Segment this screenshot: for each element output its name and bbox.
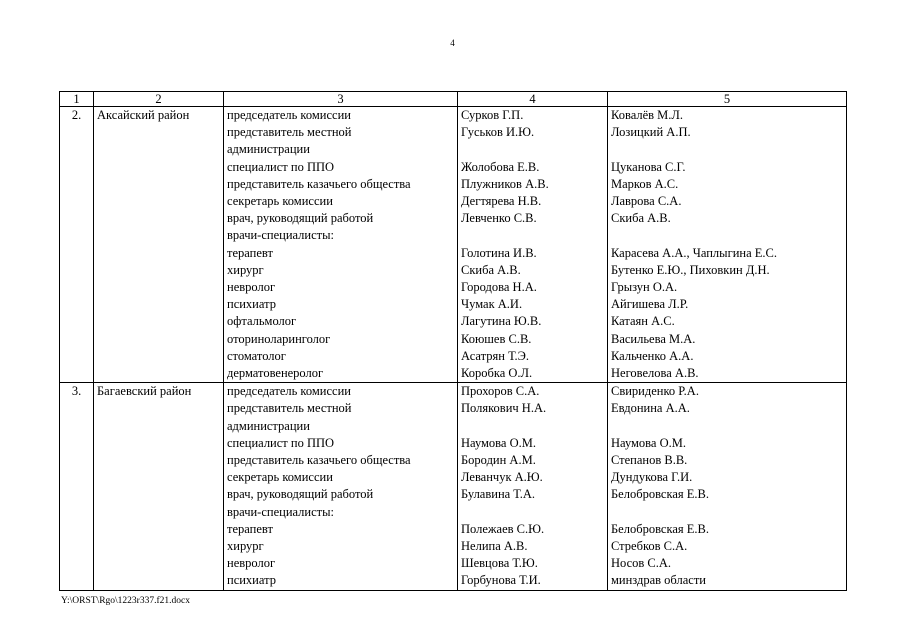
deputy-cell: Карасева А.А., Чаплыгина Е.С.: [608, 245, 847, 262]
table-row: [60, 555, 847, 572]
district-cell: [94, 210, 224, 227]
role-cell: представитель местной: [224, 124, 458, 141]
deputy-cell: Белобровская Е.В.: [608, 521, 847, 538]
table-row: [60, 572, 847, 590]
district-cell: [94, 521, 224, 538]
member-cell: Асатрян Т.Э.: [458, 348, 608, 365]
district-cell: [94, 176, 224, 193]
district-cell: [94, 348, 224, 365]
deputy-cell: минздрав области: [608, 572, 847, 590]
deputy-cell: Цуканова С.Г.: [608, 159, 847, 176]
role-cell: председатель комиссии: [224, 383, 458, 401]
district-cell: [94, 159, 224, 176]
role-cell: хирург: [224, 538, 458, 555]
deputy-cell: Грызун О.А.: [608, 279, 847, 296]
row-number-cell: 3.: [60, 383, 94, 401]
table-row: [60, 210, 847, 227]
deputy-cell: Степанов В.В.: [608, 452, 847, 469]
row-number-cell: [60, 400, 94, 417]
district-cell: [94, 331, 224, 348]
role-cell: психиатр: [224, 296, 458, 313]
member-cell: Горбунова Т.И.: [458, 572, 608, 590]
role-cell: представитель казачьего общества: [224, 176, 458, 193]
role-cell: врачи-специалисты:: [224, 504, 458, 521]
deputy-cell: [608, 504, 847, 521]
table-row: [60, 452, 847, 469]
row-number-cell: [60, 210, 94, 227]
member-cell: Жолобова Е.В.: [458, 159, 608, 176]
row-number-cell: 2.: [60, 107, 94, 125]
table-row: [60, 486, 847, 503]
district-cell: [94, 504, 224, 521]
member-cell: Сурков Г.П.: [458, 107, 608, 125]
role-cell: секретарь комиссии: [224, 469, 458, 486]
row-number-cell: [60, 296, 94, 313]
row-number-cell: [60, 521, 94, 538]
member-cell: Полежаев С.Ю.: [458, 521, 608, 538]
table-row: [60, 262, 847, 279]
district-cell: [94, 365, 224, 383]
row-number-cell: [60, 193, 94, 210]
row-number-cell: [60, 279, 94, 296]
column-header: 1: [60, 92, 94, 107]
deputy-cell: Скиба А.В.: [608, 210, 847, 227]
member-cell: Дегтярева Н.В.: [458, 193, 608, 210]
commission-table: [59, 91, 847, 591]
district-cell: [94, 469, 224, 486]
district-cell: [94, 400, 224, 417]
table-row: [60, 313, 847, 330]
role-cell: представитель местной: [224, 400, 458, 417]
member-cell: Чумак А.И.: [458, 296, 608, 313]
member-cell: Булавина Т.А.: [458, 486, 608, 503]
column-header: 3: [224, 92, 458, 107]
table-row: [60, 227, 847, 244]
table-row: [60, 365, 847, 383]
deputy-cell: Васильева М.А.: [608, 331, 847, 348]
district-cell: [94, 572, 224, 590]
deputy-cell: Свириденко Р.А.: [608, 383, 847, 401]
deputy-cell: Марков А.С.: [608, 176, 847, 193]
member-cell: Гуськов И.Ю.: [458, 124, 608, 141]
role-cell: секретарь комиссии: [224, 193, 458, 210]
deputy-cell: Айгишева Л.Р.: [608, 296, 847, 313]
role-cell: невролог: [224, 555, 458, 572]
row-number-cell: [60, 313, 94, 330]
member-cell: Коюшев С.В.: [458, 331, 608, 348]
deputy-cell: Наумова О.М.: [608, 435, 847, 452]
role-cell: специалист по ППО: [224, 435, 458, 452]
member-cell: Городова Н.А.: [458, 279, 608, 296]
member-cell: Наумова О.М.: [458, 435, 608, 452]
role-cell: председатель комиссии: [224, 107, 458, 125]
deputy-cell: Белобровская Е.В.: [608, 486, 847, 503]
row-number-cell: [60, 555, 94, 572]
member-cell: Леванчук А.Ю.: [458, 469, 608, 486]
member-cell: Левченко С.В.: [458, 210, 608, 227]
table-row: [60, 538, 847, 555]
district-cell: [94, 296, 224, 313]
row-number-cell: [60, 124, 94, 141]
row-number-cell: [60, 245, 94, 262]
member-cell: Плужников А.В.: [458, 176, 608, 193]
row-number-cell: [60, 348, 94, 365]
row-number-cell: [60, 176, 94, 193]
column-header: 4: [458, 92, 608, 107]
table-row: [60, 400, 847, 417]
table-row: [60, 331, 847, 348]
member-cell: [458, 227, 608, 244]
role-cell: психиатр: [224, 572, 458, 590]
district-cell: [94, 279, 224, 296]
table-row: [60, 383, 847, 401]
footer-file-path: Y:\ORST\Rgo\1223r337.f21.docx: [61, 596, 190, 606]
row-number-cell: [60, 504, 94, 521]
district-cell: Аксайский район: [94, 107, 224, 125]
column-header: 2: [94, 92, 224, 107]
table-row: [60, 418, 847, 435]
member-cell: Шевцова Т.Ю.: [458, 555, 608, 572]
district-cell: [94, 418, 224, 435]
deputy-cell: Катаян А.С.: [608, 313, 847, 330]
district-cell: [94, 262, 224, 279]
row-number-cell: [60, 538, 94, 555]
deputy-cell: Стребков С.А.: [608, 538, 847, 555]
row-number-cell: [60, 331, 94, 348]
row-number-cell: [60, 452, 94, 469]
table-row: [60, 296, 847, 313]
table-row: [60, 193, 847, 210]
member-cell: Бородин А.М.: [458, 452, 608, 469]
member-cell: [458, 504, 608, 521]
row-number-cell: [60, 418, 94, 435]
row-number-cell: [60, 435, 94, 452]
table-row: [60, 159, 847, 176]
role-cell: терапевт: [224, 245, 458, 262]
row-number-cell: [60, 365, 94, 383]
district-cell: Багаевский район: [94, 383, 224, 401]
role-cell: дерматовенеролог: [224, 365, 458, 383]
deputy-cell: Неговелова А.В.: [608, 365, 847, 383]
district-cell: [94, 486, 224, 503]
role-cell: администрации: [224, 141, 458, 158]
member-cell: Прохоров С.А.: [458, 383, 608, 401]
role-cell: специалист по ППО: [224, 159, 458, 176]
deputy-cell: Лозицкий А.П.: [608, 124, 847, 141]
table-row: [60, 348, 847, 365]
role-cell: оториноларинголог: [224, 331, 458, 348]
table-row: [60, 469, 847, 486]
member-cell: Коробка О.Л.: [458, 365, 608, 383]
commission-table-body: [60, 107, 847, 591]
role-cell: врачи-специалисты:: [224, 227, 458, 244]
district-cell: [94, 313, 224, 330]
district-cell: [94, 193, 224, 210]
table-row: [60, 107, 847, 125]
table-row: [60, 504, 847, 521]
deputy-cell: [608, 141, 847, 158]
table-row: [60, 124, 847, 141]
column-header: 5: [608, 92, 847, 107]
role-cell: невролог: [224, 279, 458, 296]
role-cell: терапевт: [224, 521, 458, 538]
member-cell: [458, 141, 608, 158]
row-number-cell: [60, 227, 94, 244]
deputy-cell: Дундукова Г.И.: [608, 469, 847, 486]
table-row: [60, 279, 847, 296]
row-number-cell: [60, 141, 94, 158]
role-cell: врач, руководящий работой: [224, 210, 458, 227]
district-cell: [94, 555, 224, 572]
role-cell: представитель казачьего общества: [224, 452, 458, 469]
district-cell: [94, 227, 224, 244]
district-cell: [94, 245, 224, 262]
row-number-cell: [60, 469, 94, 486]
member-cell: Нелипа А.В.: [458, 538, 608, 555]
row-number-cell: [60, 572, 94, 590]
district-cell: [94, 452, 224, 469]
deputy-cell: [608, 418, 847, 435]
deputy-cell: [608, 227, 847, 244]
district-cell: [94, 538, 224, 555]
member-cell: [458, 418, 608, 435]
table-row: [60, 245, 847, 262]
row-number-cell: [60, 262, 94, 279]
district-cell: [94, 141, 224, 158]
role-cell: врач, руководящий работой: [224, 486, 458, 503]
role-cell: хирург: [224, 262, 458, 279]
deputy-cell: Ковалёв М.Л.: [608, 107, 847, 125]
member-cell: Лагутина Ю.В.: [458, 313, 608, 330]
role-cell: офтальмолог: [224, 313, 458, 330]
role-cell: администрации: [224, 418, 458, 435]
row-number-cell: [60, 486, 94, 503]
column-number-row: [60, 92, 847, 107]
deputy-cell: Евдонина А.А.: [608, 400, 847, 417]
member-cell: Скиба А.В.: [458, 262, 608, 279]
deputy-cell: Носов С.А.: [608, 555, 847, 572]
table-row: [60, 435, 847, 452]
row-number-cell: [60, 159, 94, 176]
district-cell: [94, 435, 224, 452]
role-cell: стоматолог: [224, 348, 458, 365]
page-number: 4: [450, 38, 455, 48]
member-cell: Голотина И.В.: [458, 245, 608, 262]
table-row: [60, 521, 847, 538]
deputy-cell: Кальченко А.А.: [608, 348, 847, 365]
deputy-cell: Бутенко Е.Ю., Пиховкин Д.Н.: [608, 262, 847, 279]
table-row: [60, 141, 847, 158]
table-row: [60, 176, 847, 193]
member-cell: Полякович Н.А.: [458, 400, 608, 417]
deputy-cell: Лаврова С.А.: [608, 193, 847, 210]
district-cell: [94, 124, 224, 141]
